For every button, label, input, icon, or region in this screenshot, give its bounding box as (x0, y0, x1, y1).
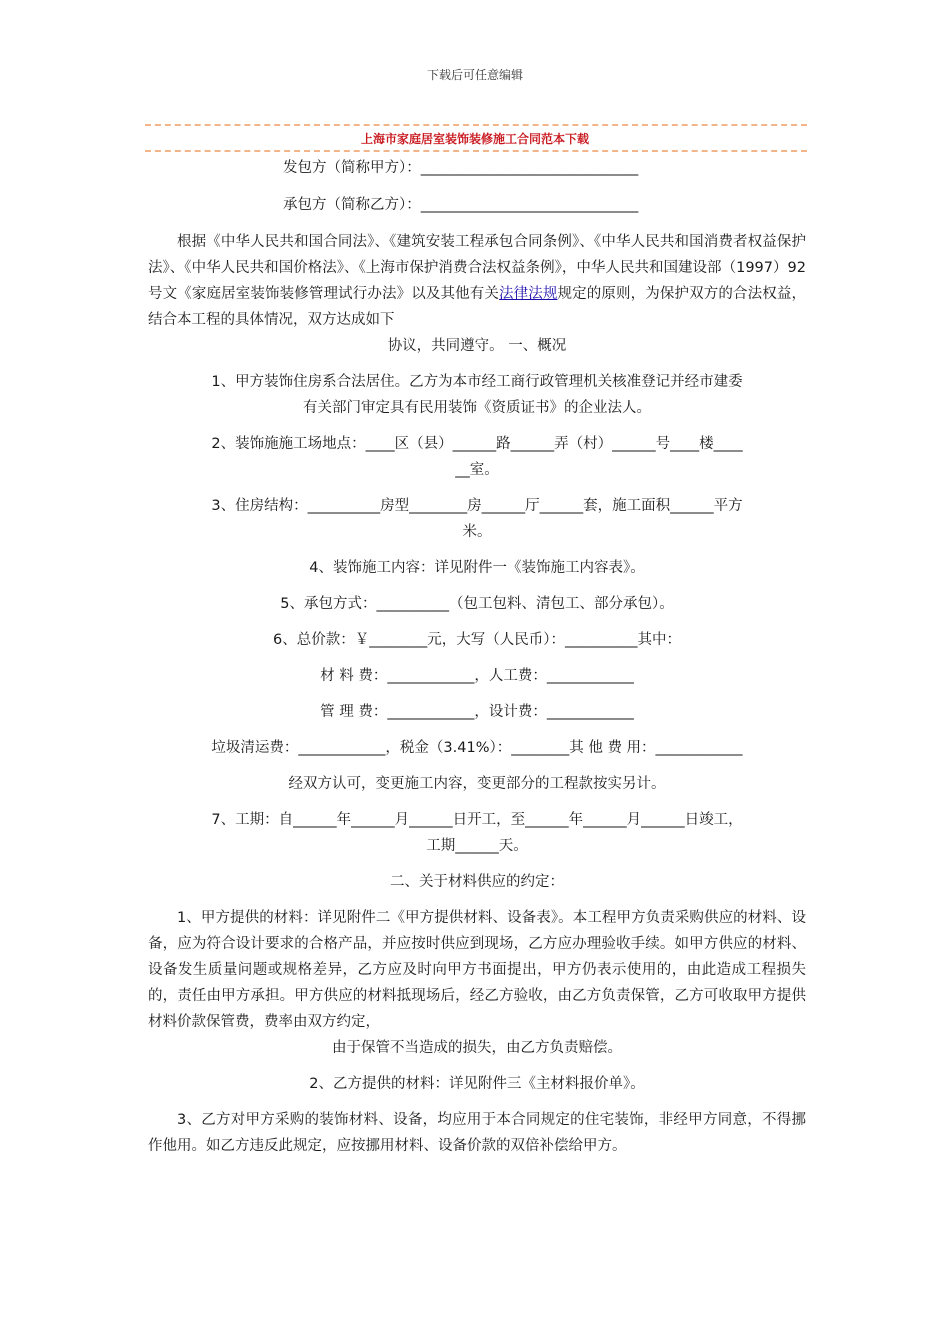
clause-4: 4、装饰施工内容：详见附件一《装饰施工内容表》。 (309, 560, 645, 576)
material-clause-1: 1、甲方提供的材料：详见附件二《甲方提供材料、设备表》。本工程甲方负责采购供应的材料、设备，应为符合设计要求的合格产品，并应按时供应到现场，乙方应办理验收手续。如甲方供应的材料、设备发生质量问题或规格差异，乙方应及时向甲方书面提出，甲方仍表示使用的，由此造成工程损失的，责任由甲方承担。甲方供应的材料抵现场后，经乙方验收，由乙方负责保管，乙方可收取甲方提供材料价款保管费，费率由双方约定， (148, 910, 806, 1030)
clause-2-line-2: __室。 (455, 462, 499, 478)
clause-3-line-1: 3、住房结构：__________房型________房______厅______套，施工面积______平方 (211, 498, 743, 514)
law-link[interactable]: 法律法规 (499, 286, 558, 302)
divider-bottom (145, 150, 807, 152)
clause-2-line-1: 2、装饰施施工场地点：____区（县）______路______弄（村）______号____楼____ (211, 436, 743, 452)
clause-7-line-1: 7、工期：自______年______月______日开工，至______年______月______日竣工， (211, 812, 743, 828)
contract-body (148, 155, 806, 1159)
material-clause-1-end: 由于保管不当造成的损失，由乙方负责赔偿。 (332, 1040, 622, 1056)
clause-3-line-2: 米。 (462, 524, 492, 540)
party-a-line: 发包方（简称甲方）：______________________________ (283, 160, 639, 176)
intro-text: 根据《中华人民共和国合同法》、《建筑安装工程承包合同条例》、《中华人民共和国消费者权益保护法》、《中华人民共和国价格法》、《上海市保护消费合法权益条例》，中华人民共和国建设部（1997）92号文《家庭居室装饰装修管理试行办法》以及其他有关 (148, 234, 806, 302)
clause-1-line-1: 1、甲方装饰住房系合法居住。乙方为本市经工商行政管理机关核准登记并经市建委 (211, 374, 743, 390)
clause-6-management: 管 理 费：____________，设计费：____________ (320, 704, 634, 720)
clause-6-note: 经双方认可，变更施工内容，变更部分的工程款按实另计。 (288, 776, 666, 792)
clause-1-line-2: 有关部门审定具有民用装饰《资质证书》的企业法人。 (303, 400, 651, 416)
clause-6-materials: 材 料 费：____________，人工费：____________ (320, 668, 634, 684)
intro-end-line: 协议，共同遵守。 一、概况 (387, 338, 567, 354)
section-2-heading: 二、关于材料供应的约定： (390, 874, 564, 890)
material-clause-2: 2、乙方提供的材料：详见附件三《主材料报价单》。 (309, 1076, 645, 1092)
intro-text-tail: 规定的原则，为保护双方的合法权益，结合本工程的具体情况，双方达成如下 (148, 286, 806, 328)
clause-5: 5、承包方式：__________（包工包料、清包工、部分承包）。 (280, 596, 674, 612)
party-b-line: 承包方（简称乙方）：______________________________ (283, 197, 639, 213)
divider-top (145, 124, 807, 126)
clause-7-line-2: 工期______天。 (426, 838, 528, 854)
material-clause-3: 3、乙方对甲方采购的装饰材料、设备，均应用于本合同规定的住宅装饰，非经甲方同意，不得挪作他用。如乙方违反此规定，应按挪用材料、设备价款的双倍补偿给甲方。 (148, 1112, 806, 1154)
header-note: 下载后可任意编辑 (426, 68, 523, 82)
clause-6-other-fees: 垃圾清运费：____________，税金（3.41%）：________其 他 费 用：____________ (211, 740, 743, 756)
clause-6: 6、总价款：￥________元，大写（人民币）：__________其中： (273, 632, 681, 648)
document-title: 上海市家庭居室装饰装修施工合同范本下载 (360, 132, 589, 146)
intro-paragraph (148, 229, 806, 333)
